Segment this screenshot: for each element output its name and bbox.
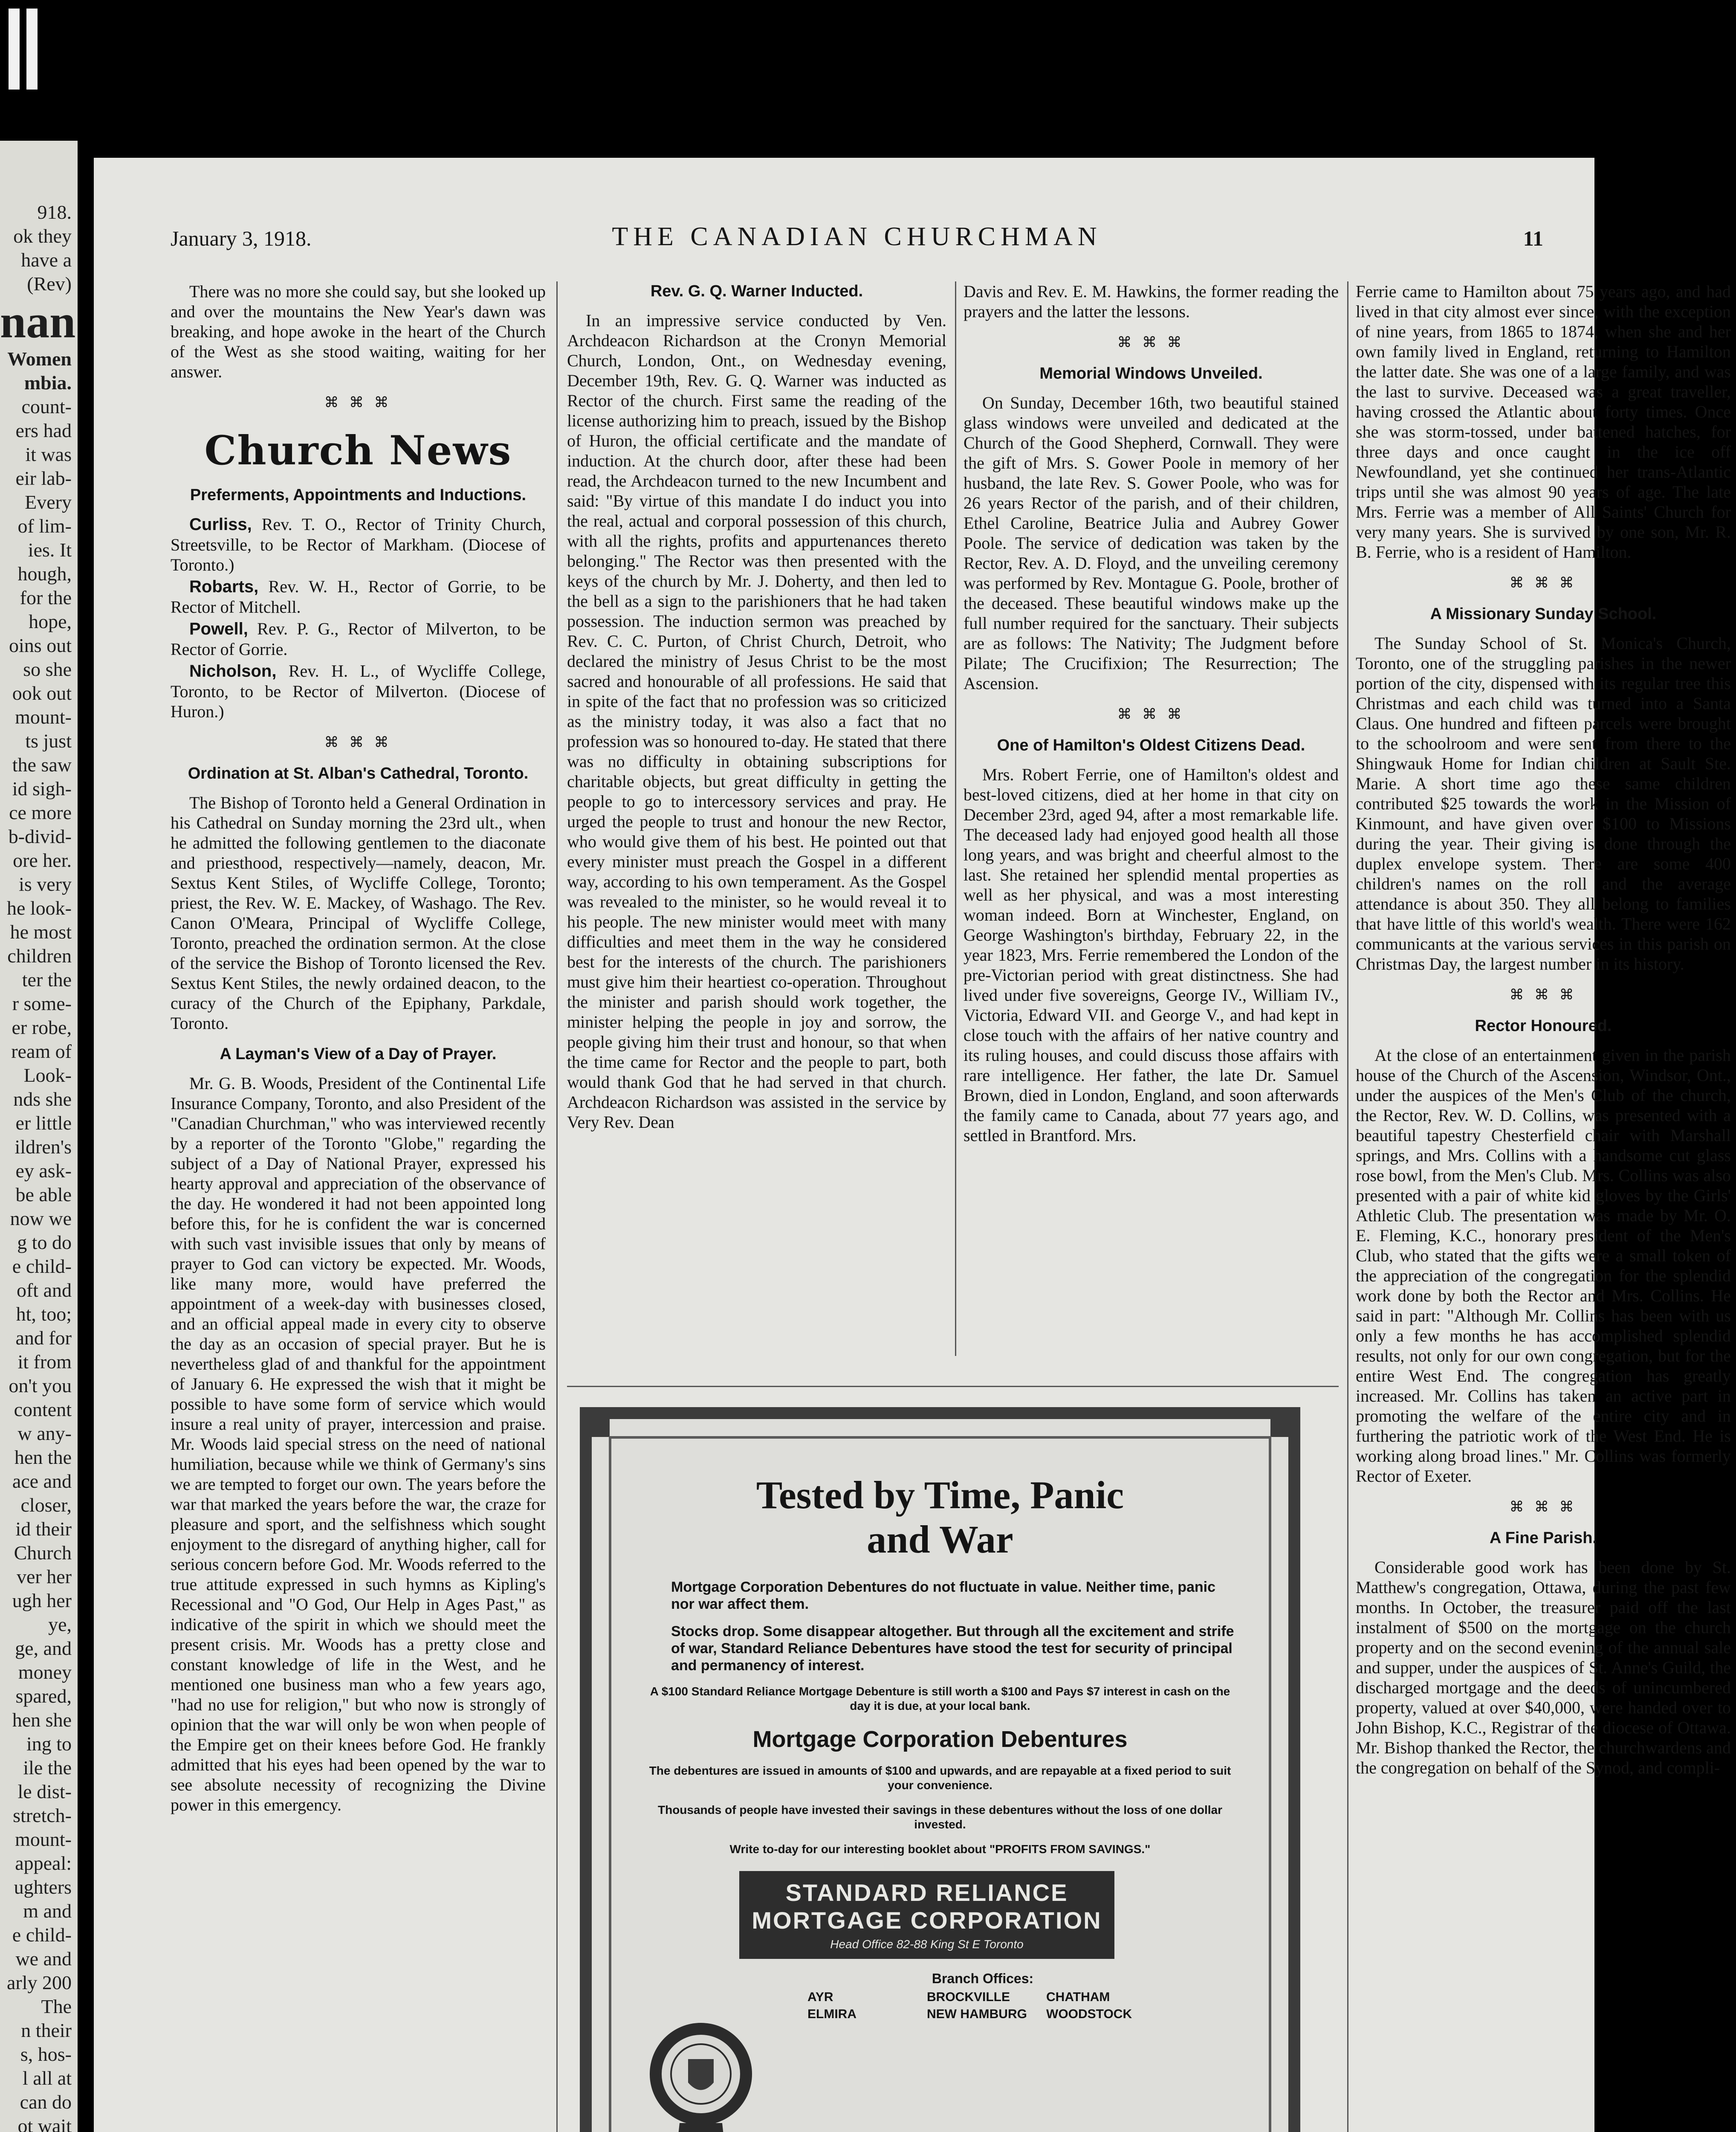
previous-page-text-line: oft and (16, 1279, 72, 1301)
warner-article: In an impressive service conducted by Ven. Archdeacon Richardson at the Cronyn Memorial Church, London, Ont., on Wednesday evening, December 19th, Rev. G. Q. Warner was inducted as Rector of the church. First same the reading of the license authorizing him to preach, issued by the Bishop of Huron, the official certificate and the mandate of induction. At the church door, after these had been read, the Archdeacon turned to the new Incumbent and said: "By virtue of this mandate I do induct you into the real, actual and corporal possession of this church, with all the rights, profits and appurtenances thereto belonging." The Rector was then presented with the keys of the church by Mr. J. Doherty, and then led to the bell as a sign to the parishioners that he had taken possession. The induction sermon was preached by Rev. C. C. Purton, of Christ Church, Detroit, who declared the ministry of Jesus Christ to be the most sacred and honourable of all professions. He said that in spite of the fact that no profession was so criticized as the ministry today, it was also a fact that no profession was so honoured to-day. He stated that there was no difficulty in obtaining subscriptions for charitable objects, but great difficulty in getting the people to go to intercessory services and pray. He urged the people to trust and honour the new Rector, who would give them of his best. He pointed out that every minister must preach the Gospel in a different way, according to his own temperament. As the Gospel was revealed to the minister, so he would reveal it to his people. The new minister would meet with many difficulties and meet them in the way he considered best for the interests of the church. The parishioners must give him their heartiest co-operation. Throughout the minister and parish should work together, the minister helping the people in joy and sorrow, the people giving him their trust and honour, so that when the time came for Rector and the people to part, both would thank God that he had served in that church. Archdeacon Richardson was assisted in the service by Very Rev. Dean (567, 311, 946, 1132)
branch-office: AYR (807, 1990, 833, 2004)
previous-page-text-line: can do (20, 2091, 72, 2113)
previous-page-text-line: e child- (12, 1255, 72, 1277)
previous-page-text-line: ildren's (14, 1136, 72, 1158)
previous-page-text-line: the saw (12, 754, 72, 776)
preferment-name: Robarts, (189, 577, 259, 596)
previous-page-text-line: now we (10, 1208, 72, 1229)
branch-office: BROCKVILLE (927, 1990, 1010, 2004)
newspaper-page (94, 158, 1731, 2132)
previous-page-text-line: it was (25, 443, 72, 465)
preferments-list (171, 514, 546, 721)
section-separator: ⌘ ⌘ ⌘ (1509, 575, 1577, 591)
oldest-citizen-article: Mrs. Robert Ferrie, one of Hamilton's oldest and best-loved citizens, died at her home in that city on December 23rd, aged 94, after a most remarkable life. The deceased lady had enjoyed good health all those long years, and was bright and cheerful almost to the last. She retained her splendid mental properties as well as her physical, and was a most interesting woman indeed. Born at Winchester, England, on George Washington's birthday, February 22, in the year 1823, Mrs. Ferrie remembered the London of the pre-Victorian period with great distinctness. She had lived under five sovereigns, George IV., William IV., Victoria, Edward VII. and George V., and had kept in close touch with the affairs of her native country and its ruling houses, and could discuss those affairs with rare intelligence. Her father, the late Dr. Samuel Brown, died in London, England, and soon afterwards the family came to Canada, about 77 years ago, and settled in Brantford. Mrs. (963, 765, 1339, 1145)
previous-page-text-line: e child- (12, 1924, 72, 1946)
previous-page-text-line: 918. (37, 201, 72, 223)
preferment-text: Rev. P. G., Rector of Milverton, to be Rector of Gorrie. (171, 619, 546, 659)
previous-page-text-line: ace and (12, 1470, 72, 1492)
previous-page-text-line: mount- (15, 1828, 72, 1850)
oldest-citizen-heading: One of Hamilton's Oldest Citizens Dead. (997, 736, 1305, 754)
previous-page-text-line: r some- (12, 993, 72, 1014)
previous-page-text-line: Church (14, 1542, 72, 1564)
closing-paragraph: There was no more she could say, but she looked up and over the mountains the New Year's dawn was breaking, and hope awoke in the heart of the Church of the West as she stood waiting, waiting for her answer. (171, 282, 546, 381)
film-mark (9, 9, 20, 90)
advert-paragraph: Write to-day for our interesting booklet about "PROFITS FROM SAVINGS." (729, 1842, 1151, 1856)
previous-page-text-line: ok they (13, 225, 72, 247)
advert-headline-line-2: and War (867, 1518, 1013, 1561)
previous-page-text-line: stretch- (13, 1805, 72, 1826)
previous-page-text-line: eir lab- (15, 467, 72, 489)
previous-page-text-line: ye, (48, 1613, 72, 1635)
running-head (171, 222, 1543, 256)
advert-paragraph: A $100 Standard Reliance Mortgage Debenture is still worth a $100 and Pays $7 interest in cash on the day it is due, at your local bank. (650, 1685, 1230, 1712)
section-separator: ⌘ ⌘ ⌘ (1117, 707, 1185, 722)
previous-page-text-line: arly 200 (6, 1972, 72, 1993)
page-number: 11 (1523, 226, 1543, 250)
ordination-article: The Bishop of Toronto held a General Ordination in his Cathedral on Sunday morning the 23rd ult., when he admitted the following gentlemen to the diaconate and priesthood, respectively—namely, deacon, Mr. Sextus Kent Stiles, of Wycliffe College, Toronto; priest, the Rev. W. E. Mackey, of Washago. The Rev. Canon O'Meara, Principal of Wycliffe College, Toronto, preached the ordination sermon. At the close of the service the Bishop of Toronto licensed the Rev. Sextus Kent Stiles, the newly ordained deacon, to the curacy of the Church of the Epiphany, Parkdale, Toronto. (171, 793, 546, 1033)
branch-office: NEW HAMBURG (927, 2007, 1027, 2021)
missionary-heading: A Missionary Sunday School. (1430, 605, 1657, 623)
previous-page-text-line: is very (19, 873, 72, 895)
previous-page-text-line: n their (21, 2019, 72, 2041)
column-rule (1347, 281, 1348, 2132)
branch-office: CHATHAM (1046, 1990, 1110, 2004)
previous-page-text-line: ile the (23, 1757, 72, 1779)
previous-page-text-line: it from (17, 1351, 72, 1373)
previous-page-text-line: ey ask- (15, 1160, 72, 1182)
church-news-title: Church News (204, 427, 512, 474)
previous-page-text-line: ge, and (15, 1637, 72, 1659)
parish-article: Considerable good work has been done by St. Matthew's congregation, Ottawa, during the past few months. In October, the treasurer paid off the last instalment of $500 on the mortgage on the church property and on the second evening of the annual sale and supper, under the auspices of St. Anne's Guild, the discharged mortgage and the deeds of unincumbered property, valued at over $40,000, were handed over to John Bishop, K.C., Registrar of the diocese of Ottawa. Mr. Bishop thanked the Rector, the churchwardens and the congregation on behalf of the Synod, and compli- (1356, 1558, 1731, 1777)
preferment-item (171, 661, 546, 721)
previous-page-text-line: hen she (12, 1709, 72, 1731)
previous-page-text-line: ers had (15, 420, 72, 441)
preferment-item (171, 514, 546, 575)
previous-page-text-line: hen the (14, 1446, 72, 1468)
previous-page-text-line: closer, (20, 1494, 72, 1516)
previous-page-text-line: g to do (17, 1231, 72, 1253)
advert-top-rule (567, 1386, 1339, 1387)
film-mark (26, 9, 38, 90)
previous-page-text-line: mount- (15, 706, 72, 728)
preferments-heading: Preferments, Appointments and Inductions. (190, 486, 527, 504)
previous-page-text-line: on't you (9, 1375, 72, 1396)
previous-page-text-line: id sigh- (12, 778, 72, 800)
column-2 (567, 281, 946, 1356)
rector-heading: Rector Honoured. (1475, 1017, 1612, 1035)
previous-page-text-line: for the (20, 587, 72, 608)
warner-heading: Rev. G. Q. Warner Inducted. (650, 282, 863, 300)
previous-page-text-line: nan (0, 295, 76, 348)
section-separator: ⌘ ⌘ ⌘ (324, 395, 392, 411)
column-1 (171, 281, 546, 2132)
missionary-article: The Sunday School of St. Monica's Church, Toronto, one of the struggling parishes in the newer portion of the city, dispensed with its regular tree this Christmas and each child was turned into a Santa Claus. One hundred and fifteen parcels were brought to the schoolroom and were sent from there to the Shingwauk Home for Indian children at Sault Ste. Marie. A short time ago these same children contributed $25 towards the work in the Mission of Kinmount, and have given over $100 to Missions during the year. Their giving is done through the duplex envelope system. There are some 400 children's names on the roll and the average attendance is about 350. They all belong to families that have little of this world's wealth. There were 162 communicants at the various services in this parish on Christmas Day, the largest number in its history. (1356, 634, 1731, 973)
previous-page-text-line: (Rev) (27, 273, 72, 295)
branch-office: WOODSTOCK (1046, 2007, 1132, 2021)
preferment-item (171, 619, 546, 659)
preferment-name: Curliss, (189, 515, 252, 534)
previous-page-text-line: Women (7, 348, 72, 370)
previous-page-text-line: of lim- (17, 515, 72, 537)
previous-page-text-line: be able (15, 1184, 72, 1205)
column-rule (556, 281, 558, 2132)
layman-article: Mr. G. B. Woods, President of the Continental Life Insurance Company, Toronto, and also President of the "Canadian Churchman," who was interviewed recently by a reporter of the Toronto "Globe," regarding the subject of a Day of National Prayer, expressed his hearty approval and appreciation of the observance of the day. He wondered it had not been appointed long before this, for he is confident the war is concerned with such vast invisible issues that only by means of prayer to God can victory be expected. Mr. Woods, like many more, would have preferred the appointment of a week-day with businesses closed, and an official appeal made in every city to observe the day as an occasion of special prayer. But he is nevertheless glad of and thankful for the appointment of January 6. He expressed the wish that it might be possible to have some form of service which would insure a real unity of prayer, intercession and praise. Mr. Woods laid special stress on the need of national humiliation, because while we think of Germany's sins we are tempted to forget our own. The years before the war that marked the years before the war, the craze for pleasure and sport, and the selfishness which sought enjoyment to the disregard of anything higher, call for serious concern before God. Mr. Woods referred to the true attitude expressed in such hymns as Kipling's Recessional and "O God, Our Help in Ages Past," as indicative of the spirit in which we should meet the present crisis. Mr. Woods has a pretty close and constant knowledge of life in the West, and he mentioned one business man who a few years ago, "had no use for religion," but who now is strongly of opinion that the war will only be won when people of the Empire get on their knees before God. He frankly admitted that his eyes had been opened by the war to see absolute necessity of recognizing the Divine power in this emergency. (171, 1074, 546, 1814)
previous-page-text-line: b-divid- (8, 826, 72, 847)
ornament-corner (580, 1407, 610, 1437)
column-3 (963, 281, 1339, 1356)
previous-page-text-line: er robe, (12, 1017, 72, 1038)
previous-page-text-line: spared, (15, 1685, 72, 1707)
previous-page-text-line: ver her (17, 1566, 72, 1587)
previous-page-text-line: children (7, 945, 72, 967)
advert-headline (645, 1473, 1235, 1561)
section-separator: ⌘ ⌘ ⌘ (1509, 987, 1577, 1003)
preferment-text: Rev. W. H., Rector of Gorrie, to be Rector of Mitchell. (171, 577, 546, 617)
previous-page-text-line: hope, (29, 611, 72, 632)
preferment-name: Powell, (189, 620, 248, 638)
company-banner (739, 1871, 1114, 1959)
warner-continuation: Davis and Rev. E. M. Hawkins, the former reading the prayers and the latter the lessons. (963, 282, 1339, 321)
previous-page-text-line: er little (15, 1112, 72, 1134)
previous-page-text-line: appeal: (15, 1852, 72, 1874)
previous-page-text-line: le dist- (17, 1781, 72, 1802)
rector-article: At the close of an entertainment given in the parish house of the Church of the Ascension, Windsor, Ont., under the auspices of the Men's Club of the church, the Rector, Rev. W. D. Collins, was presented with a beautiful tapestry Chesterfield chair with Marshall springs, and Mrs. Collins with a handsome cut glass rose bowl, from the Men's Club. Mrs. Collins was also presented with a pair of white kid gloves by the Girls' Athletic Club. The presentation was made by Mr. O. E. Fleming, K.C., honorary president of the Men's Club, who stated that the gifts were a small token of the appreciation of the congregation for the splendid work done by both the Rector and Mrs. Collins. He said in part: "Although Mr. Collins has been with us only a few months he has accomplished splendid results, not only for our own congregation, but for the entire West End. The congregation has greatly increased. Mr. Collins has taken an active part in promoting the welfare of the entire city and in furthering the patriotic work of the West End. He is working along broad lines." Mr. Collins was formerly Rector of Exeter. (1356, 1046, 1731, 1486)
parish-heading: A Fine Parish. (1490, 1529, 1597, 1547)
previous-page-text-line: ughters (14, 1876, 72, 1898)
previous-page-text-line: ies. It (28, 539, 72, 561)
corporate-seal-icon (645, 2019, 756, 2132)
branch-offices-title: Branch Offices: (932, 1971, 1034, 1986)
previous-page-text-line: money (18, 1661, 72, 1683)
layman-heading: A Layman's View of a Day of Prayer. (220, 1045, 497, 1063)
previous-page-text-line: so she (23, 658, 72, 680)
previous-page-text-line: ugh her (12, 1590, 72, 1611)
ornament-corner (1270, 1407, 1300, 1437)
advertisement (580, 1407, 1300, 2132)
advert-paragraph: Mortgage Corporation Debentures do not fluctuate in value. Neither time, panic nor war affect them. (671, 1579, 1216, 1612)
advert-inner-frame (609, 1436, 1271, 2132)
previous-page-text-line: w any- (17, 1422, 72, 1444)
previous-page-text-line: ce more (9, 802, 72, 823)
advert-subheading: Mortgage Corporation Debentures (752, 1726, 1128, 1752)
previous-page-text-line: ream of (11, 1040, 72, 1062)
preferment-name: Nicholson, (189, 662, 277, 681)
column-4 (1356, 281, 1731, 2132)
memorial-article: On Sunday, December 16th, two beautiful stained glass windows were unveiled and dedicated at the Church of the Good Shepherd, Cornwall. They were the gift of Mrs. S. Gower Poole in memory of her husband, the late Rev. S. Gower Poole, who was for 26 years Rector of the parish, and of their children, Ethel Caroline, Beatrice Julia and Aubrey Gower Poole. The service of dedication was taken by the Rector, Rev. A. D. Floyd, and the unveiling ceremony was performed by Rev. Montague G. Poole, brother of the deceased. These beautiful windows make up the full number required for the sanctuary. Their subjects are as follows: The Nativity; The Judgment before Pilate; The Crucifixion; The Resurrection; The Ascension. (963, 393, 1339, 693)
advert-paragraph: Thousands of people have invested their savings in these debentures without the loss of one dollar invested. (658, 1803, 1222, 1831)
previous-page-text-line: m and (23, 1900, 72, 1922)
previous-page-text-line: ter the (22, 969, 72, 991)
oldest-citizen-continuation: Ferrie came to Hamilton about 75 years ago, and had lived in that city almost ever since, with the exception of nine years, from 1865 to 1874, when she and her own family lived in England, returning to Hamilton the latter date. She was one of a large family, and was the last to survive. Deceased was a great traveller, having crossed the Atlantic about forty times. Once she was storm-tossed, under battened hatches, for three days and once caught in the ice off Newfoundland, yet she continued her trans-Atlantic trips until she was almost 90 years of age. The late Mrs. Ferrie was a member of All Saints' Church for very many years. She is survived by one son, Mr. R. B. Ferrie, who is a resident of Hamilton. (1356, 282, 1731, 562)
advert-headline-line-1: Tested by Time, Panic (756, 1473, 1124, 1517)
section-separator: ⌘ ⌘ ⌘ (324, 735, 392, 750)
previous-page-text-line: Look- (23, 1064, 72, 1086)
section-separator: ⌘ ⌘ ⌘ (1509, 1499, 1577, 1515)
previous-page-text-line: ore her. (13, 849, 72, 871)
preferment-item (171, 576, 546, 617)
previous-page-text-line: l all at (23, 2067, 72, 2089)
previous-page-text-line: content (14, 1399, 72, 1420)
issue-date: January 3, 1918. (171, 226, 312, 250)
column-rule (955, 281, 956, 1356)
previous-page-edge (0, 141, 78, 2132)
preferment-text: Rev. T. O., Rector of Trinity Church, Streetsville, to be Rector of Markham. (Diocese of Toronto.) (171, 515, 546, 574)
previous-page-text-line: oins out (9, 634, 72, 656)
previous-page-text-line: have a (21, 249, 72, 271)
section-separator: ⌘ ⌘ ⌘ (1117, 335, 1185, 351)
memorial-heading: Memorial Windows Unveiled. (1039, 365, 1263, 382)
advert-paragraph: The debentures are issued in amounts of $100 and upwards, and are repayable at a fixed period to suit your convenience. (649, 1764, 1231, 1792)
previous-page-text-line: Every (25, 491, 72, 513)
previous-page-text-line: The (41, 1996, 72, 2017)
branch-office: ELMIRA (807, 2007, 856, 2021)
previous-page-text-line: we and (15, 1948, 72, 1970)
branch-offices-list (807, 1990, 1157, 2022)
previous-page-text-line: he most (10, 921, 72, 943)
company-name-line-2: MORTGAGE CORPORATION (752, 1907, 1102, 1934)
ordination-heading: Ordination at St. Alban's Cathedral, Toronto. (188, 765, 529, 782)
previous-page-text-line: ot wait (17, 2115, 72, 2132)
previous-page-text-line: nds she (13, 1088, 72, 1110)
company-name-line-1: STANDARD RELIANCE (785, 1879, 1068, 1906)
previous-page-text-line: s, hos- (20, 2043, 72, 2065)
journal-title: THE CANADIAN CHURCHMAN (612, 222, 1102, 251)
company-address: Head Office 82-88 King St E Toronto (830, 1938, 1024, 1951)
previous-page-text-line: ts just (25, 730, 72, 752)
preferment-text: Rev. H. L., of Wycliffe College, Toronto, to be Rector of Milverton. (Diocese of Huron.) (171, 661, 546, 721)
previous-page-text-line: ing to (26, 1733, 72, 1755)
previous-page-text-line: he look- (6, 897, 72, 919)
previous-page-text-line: and for (15, 1327, 72, 1349)
previous-page-text-line: id their (15, 1518, 72, 1540)
previous-page-text-line: ook out (12, 682, 72, 704)
previous-page-text-line: count- (21, 396, 72, 417)
previous-page-text-line: mbia. (24, 372, 72, 394)
advert-paragraph: Stocks drop. Some disappear altogether. But through all the excitement and strife of war, Standard Reliance Debentures have stood the test for security of principal and permanency of interest. (671, 1623, 1234, 1674)
previous-page-text-line: ht, too; (16, 1303, 72, 1325)
previous-page-text-line: hough, (17, 563, 72, 585)
